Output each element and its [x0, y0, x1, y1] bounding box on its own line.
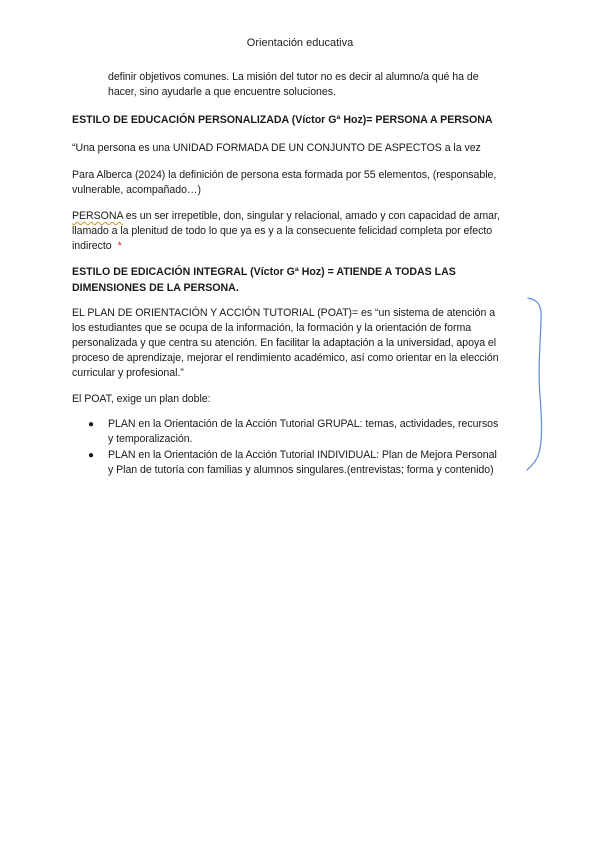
- list-item-line: PLAN en la Orientación de la Acción Tutorial GRUPAL: temas, actividades, recursos: [108, 418, 499, 430]
- plan-doble-line: El POAT, exige un plan doble:: [72, 393, 211, 405]
- poat-line: los estudiantes que se ocupa de la información, la formación y la orientación de forma: [72, 322, 472, 334]
- persona-line: [72, 209, 528, 224]
- persona-word: PERSONA: [72, 210, 123, 222]
- list-item-line: y temporalización.: [108, 433, 193, 445]
- page-header: Orientación educativa: [246, 37, 354, 49]
- list-item-line: y Plan de tutoría con familias y alumnos singulares.(entrevistas; forma y contenido): [108, 464, 494, 476]
- persona-line-rest: es un ser irrepetible, don, singular y relacional, amado y con capacidad de amar,: [122, 210, 500, 222]
- persona-paragraph: [72, 209, 528, 254]
- red-asterisk-mark: *: [117, 240, 122, 252]
- poat-line: proceso de aprendizaje, mejorar el rendimiento académico, así como orientar en la elección: [72, 352, 499, 364]
- bullet-icon: ●: [88, 450, 94, 461]
- persona-line: [72, 239, 528, 254]
- heading-line: ESTILO DE EDICACIÓN INTEGRAL (Víctor Gª Hoz) = ATIENDE A TODAS LAS: [72, 266, 456, 278]
- list-item-line: PLAN en la Orientación de la Acción Tutorial INDIVIDUAL: Plan de Mejora Personal: [108, 449, 497, 461]
- list-item: [72, 417, 528, 447]
- plan-list: [72, 417, 528, 479]
- heading-line: DIMENSIONES DE LA PERSONA.: [72, 282, 239, 294]
- persona-line-end: indirecto: [72, 240, 112, 252]
- intro-paragraph: [108, 70, 528, 100]
- poat-line: curricular y profesional.”: [72, 367, 184, 379]
- persona-line: llamado a la plenitud de todo lo que ya es y a la consecuente felicidad completa por efecto: [72, 225, 493, 237]
- alberca-line: Para Alberca (2024) la definición de persona esta formada por 55 elementos, (responsable,: [72, 169, 497, 181]
- poat-line: EL PLAN DE ORIENTACIÓN Y ACCIÓN TUTORIAL (POAT)= es “un sistema de atención a: [72, 307, 496, 319]
- quote-paragraph: “Una persona es una UNIDAD FORMADA DE UN CONJUNTO DE ASPECTOS a la vez: [72, 142, 481, 154]
- bullet-icon: ●: [88, 419, 94, 430]
- intro-line: hacer, sino ayudarle a que encuentre soluciones.: [108, 86, 336, 98]
- section-heading-personalizada: ESTILO DE EDUCACIÓN PERSONALIZADA (Víctor Gª Hoz)= PERSONA A PERSONA: [72, 114, 493, 126]
- section-heading-integral: [72, 264, 528, 296]
- handwritten-bracket-icon: [525, 296, 549, 472]
- poat-line: personalizada y que centra su atención. En facilitar la adaptación a la universidad, apoya el: [72, 337, 497, 349]
- list-item: [72, 448, 528, 478]
- alberca-line: vulnerable, acompañado…): [72, 184, 201, 196]
- intro-line: definir objetivos comunes. La misión del tutor no es decir al alumno/a qué ha de: [108, 71, 479, 83]
- poat-paragraph: [72, 306, 528, 381]
- alberca-paragraph: [72, 168, 528, 198]
